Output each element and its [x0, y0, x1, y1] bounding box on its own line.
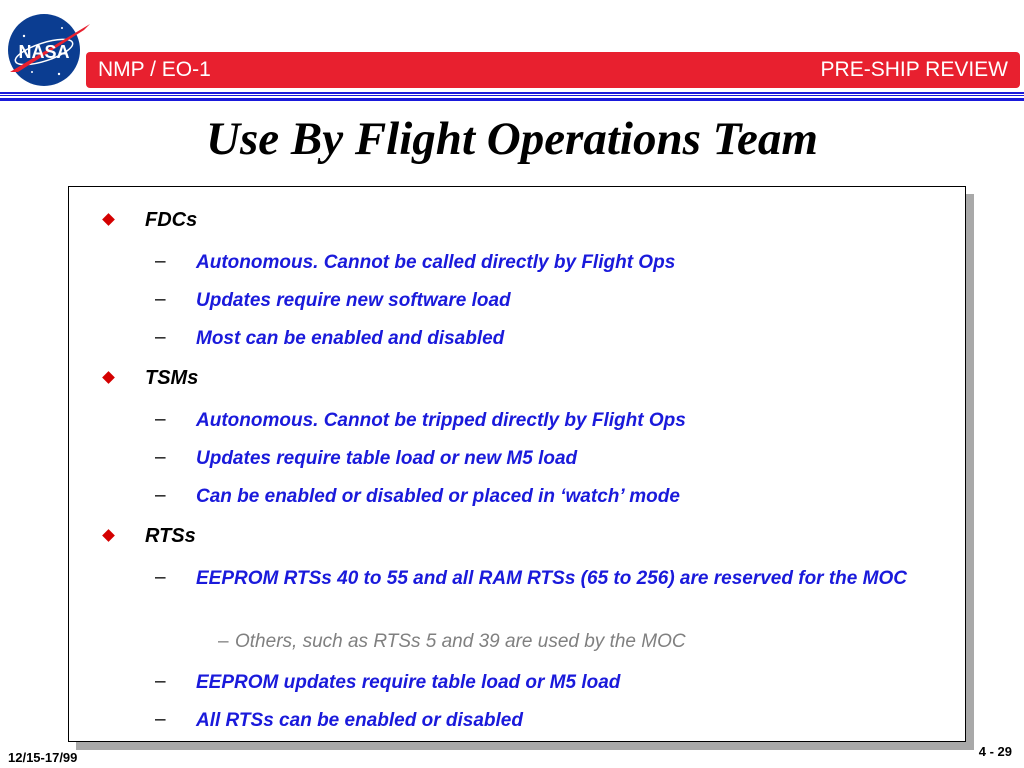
header-bar [86, 52, 1020, 88]
dash-marker: – [155, 709, 166, 730]
nasa-logo-text: NASA [18, 42, 70, 62]
diamond-bullet-icon [102, 529, 115, 542]
header-rule [0, 92, 1024, 103]
dash-marker: – [155, 567, 166, 588]
dash-marker: – [155, 327, 166, 348]
header-project-label: NMP / EO-1 [98, 58, 211, 81]
dash-marker: – [155, 671, 166, 692]
sub-bullet-text: Autonomous. Cannot be tripped directly by Flight Ops [196, 410, 686, 431]
dash-marker: – [155, 251, 166, 272]
bullet-label: RTSs [145, 525, 196, 547]
footer-date: 12/15-17/99 [8, 750, 78, 765]
content-panel [68, 186, 966, 742]
nasa-logo [4, 6, 92, 94]
page-number: 4 - 29 [978, 744, 1012, 759]
dash-marker: – [155, 485, 166, 506]
dash-marker: – [155, 409, 166, 430]
sub-bullet-text: Can be enabled or disabled or placed in ‘watch’ mode [196, 486, 680, 507]
header-review-label: PRE-SHIP REVIEW [820, 58, 1008, 81]
diamond-bullet-icon [102, 371, 115, 384]
dash-marker: – [218, 631, 229, 652]
page-title: Use By Flight Operations Team [206, 113, 818, 165]
dash-marker: – [155, 447, 166, 468]
sub-bullet-text: EEPROM updates require table load or M5 load [196, 672, 621, 693]
sub-bullet-text: All RTSs can be enabled or disabled [196, 710, 523, 731]
sub-bullet-text: EEPROM RTSs 40 to 55 and all RAM RTSs (65 to 256) are reserved for the MOC [196, 568, 907, 589]
sub-bullet-text: Autonomous. Cannot be called directly by Flight Ops [196, 252, 676, 273]
dash-marker: – [155, 289, 166, 310]
bullet-label: FDCs [145, 209, 198, 231]
diamond-bullet-icon [102, 213, 115, 226]
sub-bullet-text: Most can be enabled and disabled [196, 328, 505, 349]
sub-bullet-text: Updates require new software load [196, 290, 511, 311]
bullet-label: TSMs [145, 367, 199, 389]
sub-sub-bullet-text: Others, such as RTSs 5 and 39 are used by the MOC [235, 631, 686, 652]
sub-bullet-text: Updates require table load or new M5 load [196, 448, 578, 469]
